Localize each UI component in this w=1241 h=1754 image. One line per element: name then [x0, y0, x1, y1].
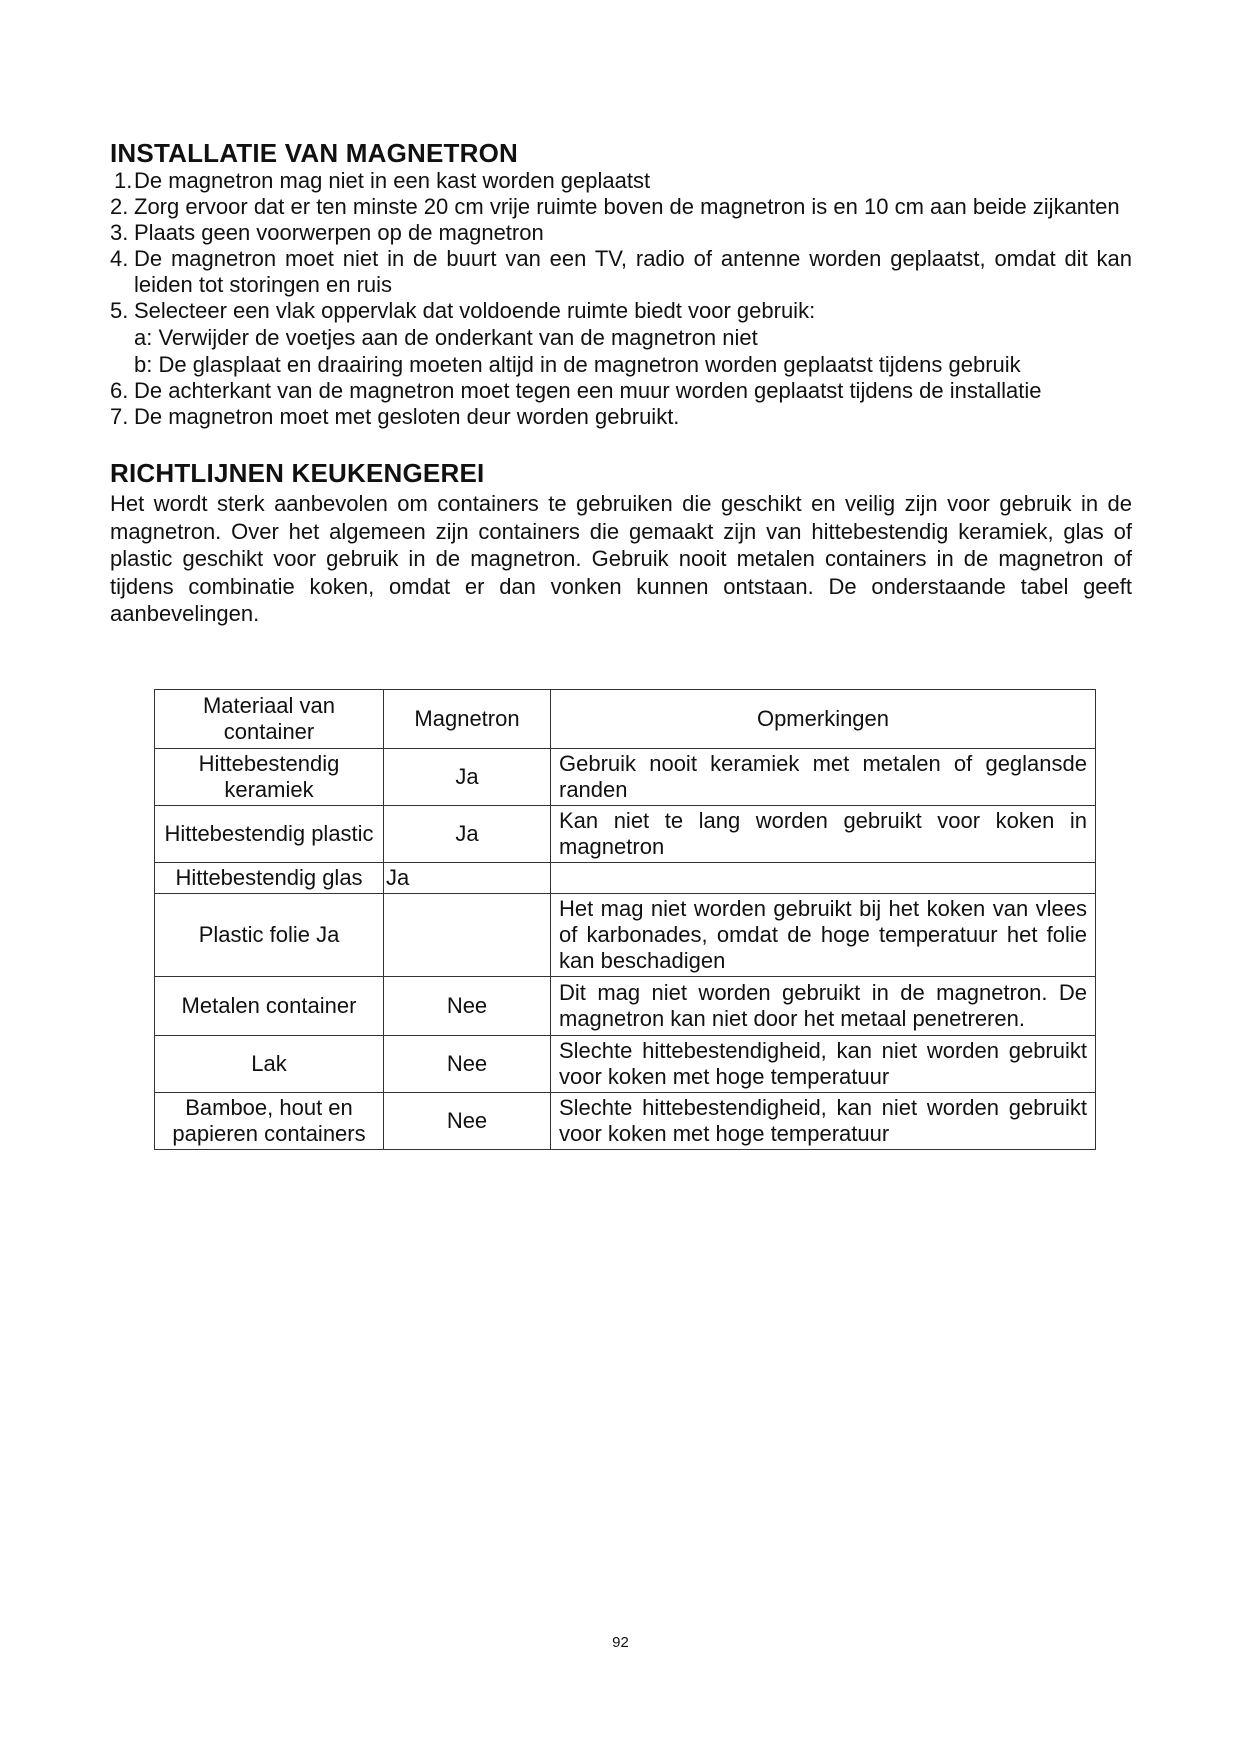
table-row [155, 806, 1096, 863]
cell-microwave [384, 894, 551, 977]
installation-item [110, 404, 1132, 430]
table-row [155, 894, 1096, 977]
installation-heading: INSTALLATIE VAN MAGNETRON [110, 138, 518, 168]
cell-remarks [551, 863, 1096, 894]
cell-material: Hittebestendig glas [155, 863, 384, 894]
installation-item [110, 168, 1132, 194]
cell-microwave: Nee [384, 1093, 551, 1150]
installation-item [110, 220, 1132, 246]
page-number: 92 [612, 1634, 629, 1651]
item-text: De magnetron mag niet in een kast worden geplaatst [134, 168, 651, 193]
item-number: 7. [110, 404, 129, 429]
cell-microwave: Nee [384, 977, 551, 1036]
installation-item [110, 246, 1132, 298]
table-row [155, 863, 1096, 894]
cell-microwave: Ja [384, 863, 551, 894]
cell-remarks: Slechte hittebestendigheid, kan niet worden gebruikt voor koken met hoge temperatuur [551, 1036, 1096, 1093]
item-number: 2. [110, 194, 129, 219]
cookware-section [110, 458, 1132, 628]
cell-microwave: Ja [384, 806, 551, 863]
cookware-table [154, 689, 1096, 1150]
item-text: De magnetron moet met gesloten deur worden gebruikt. [134, 404, 680, 429]
table-row [155, 749, 1096, 806]
item-number: 1. [114, 168, 133, 193]
header-microwave: Magnetron [384, 690, 551, 749]
item-text: Zorg ervoor dat er ten minste 20 cm vrije ruimte boven de magnetron is en 10 cm aan beide zijkanten [134, 194, 1120, 219]
installation-list [110, 168, 1132, 430]
item-text: De achterkant van de magnetron moet tegen een muur worden geplaatst tijdens de installatie [134, 378, 1042, 403]
installation-subitem-b: b: De glasplaat en draairing moeten altijd in de magnetron worden geplaatst tijdens gebruik [134, 352, 1021, 377]
installation-subitem-a: a: Verwijder de voetjes aan de onderkant van de magnetron niet [134, 325, 758, 350]
cell-remarks: Slechte hittebestendigheid, kan niet worden gebruikt voor koken met hoge temperatuur [551, 1093, 1096, 1150]
cell-material: Lak [155, 1036, 384, 1093]
item-text: De magnetron moet niet in de buurt van een TV, radio of antenne worden geplaatst, omdat dit kan leiden tot storingen en ruis [134, 246, 1132, 297]
table-row [155, 1036, 1096, 1093]
cell-remarks: Het mag niet worden gebruikt bij het koken van vlees of karbonades, omdat de hoge temperatuur het folie kan beschadigen [551, 894, 1096, 977]
cookware-intro: Het wordt sterk aanbevolen om containers te gebruiken die geschikt en veilig zijn voor gebruik in de magnetron. Over het algemeen zijn containers die gemaakt zijn van hittebestendig keramiek, glas of plastic geschikt voor gebruik in de magnetron. Gebruik nooit metalen containers in de magnetron of tijdens combinatie koken, omdat er dan vonken kunnen ontstaan. De onderstaande tabel geeft aanbevelingen. [110, 491, 1132, 626]
cell-microwave: Ja [384, 749, 551, 806]
item-number: 5. [110, 298, 129, 323]
cell-material: Metalen container [155, 977, 384, 1036]
cell-material: Plastic folie Ja [155, 894, 384, 977]
installation-item [110, 194, 1132, 220]
installation-item [110, 378, 1132, 404]
cell-remarks: Kan niet te lang worden gebruikt voor koken in magnetron [551, 806, 1096, 863]
cell-microwave: Nee [384, 1036, 551, 1093]
item-number: 3. [110, 220, 129, 245]
item-number: 4. [110, 246, 129, 271]
item-text: Plaats geen voorwerpen op de magnetron [134, 220, 544, 245]
table-header-row [155, 690, 1096, 749]
cell-material: Bamboe, hout en papieren containers [155, 1093, 384, 1150]
cell-remarks: Gebruik nooit keramiek met metalen of geglansde randen [551, 749, 1096, 806]
item-number: 6. [110, 378, 129, 403]
cell-material: Hittebestendig plastic [155, 806, 384, 863]
table-row [155, 977, 1096, 1036]
installation-item [110, 298, 1132, 324]
cookware-heading: RICHTLIJNEN KEUKENGEREI [110, 458, 485, 488]
item-text: Selecteer een vlak oppervlak dat voldoende ruimte biedt voor gebruik: [134, 298, 816, 323]
page-content [110, 138, 1132, 628]
cell-material: Hittebestendig keramiek [155, 749, 384, 806]
table-row [155, 1093, 1096, 1150]
header-remarks: Opmerkingen [551, 690, 1096, 749]
cell-remarks: Dit mag niet worden gebruikt in de magnetron. De magnetron kan niet door het metaal penetreren. [551, 977, 1096, 1036]
header-material: Materiaal van container [155, 690, 384, 749]
